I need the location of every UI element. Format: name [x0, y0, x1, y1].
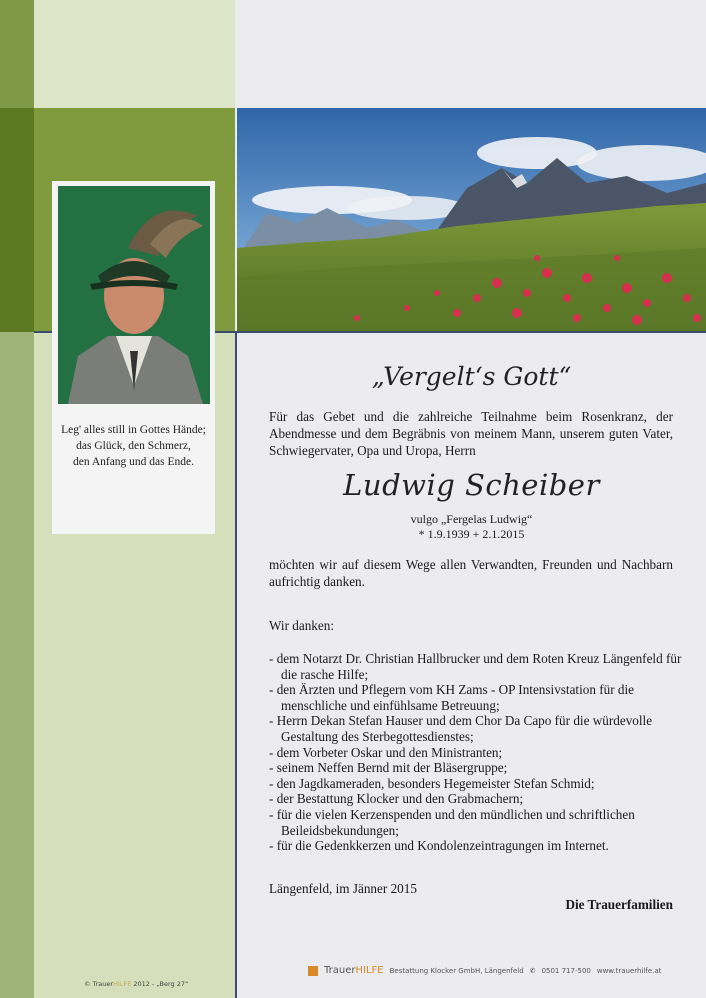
vulgo-name: vulgo „Fergelas Ludwig“: [410, 512, 533, 526]
list-item: - dem Vorbeter Oskar und den Ministranten;: [269, 745, 689, 761]
place-date: Längenfeld, im Jänner 2015: [269, 881, 417, 896]
footer-brand: [324, 965, 384, 976]
thanks-list: [269, 651, 689, 854]
footer-web[interactable]: www.trauerhilfe.at: [596, 966, 662, 975]
footer-bar: [308, 965, 661, 976]
sidebar-stripe-top: [0, 0, 34, 108]
portrait-photo: [58, 186, 210, 404]
list-item: - den Jagdkameraden, besonders Hegemeister Stefan Schmid;: [269, 776, 689, 792]
list-item: - Herrn Dekan Stefan Hauser und dem Chor Da Capo für die würdevolle Gestaltung des Sterbegottesdienstes;: [269, 713, 689, 744]
list-item: - den Ärzten und Pflegern vom KH Zams - OP Intensivstation für die menschliche und einfühlsame Betreuung;: [269, 682, 689, 713]
sidebar-panel-top: [34, 0, 235, 108]
footer-company: Bestattung Klocker GmbH, Längenfeld: [389, 966, 524, 975]
quote-line: den Anfang und das Ende.: [72, 456, 195, 468]
list-item: - der Bestattung Klocker und den Grabmachern;: [269, 791, 689, 807]
footer-brand-a: Trauer: [324, 965, 356, 976]
copyright-suffix: 2012 - „Berg 27“: [131, 980, 189, 988]
signature: Die Trauerfamilien: [565, 897, 673, 912]
copyright-brand: HILFE: [113, 980, 132, 988]
footer-phone: 0501 717-500: [541, 966, 591, 975]
quote-line: das Glück, den Schmerz,: [76, 440, 191, 452]
thanks-heading: Wir danken:: [269, 618, 335, 633]
quote-line: Leg' alles still in Gottes Hände;: [61, 424, 206, 436]
footer-brand-b: HILFE: [355, 965, 384, 976]
memorial-quote: [52, 422, 215, 470]
list-item: - für die Gedenkkerzen und Kondolenzeintragungen im Internet.: [269, 838, 689, 854]
thanks-paragraph: möchten wir auf diesem Wege allen Verwandten, Freunden und Nachbarn aufrichtig danken.: [269, 557, 673, 589]
trauerhilfe-logo-icon: [308, 966, 318, 976]
phone-icon: ✆: [529, 966, 536, 975]
copyright-note: [84, 980, 188, 988]
deceased-name: Ludwig Scheiber: [343, 468, 600, 502]
list-item: - für die vielen Kerzenspenden und den mündlichen und schriftlichen Beileidsbekundungen;: [269, 807, 689, 838]
copyright-prefix: © Trauer: [84, 980, 114, 988]
life-dates: * 1.9.1939 + 2.1.2015: [418, 527, 525, 541]
sidebar-stripe-mid: [0, 332, 34, 998]
list-item: - dem Notarzt Dr. Christian Hallbrucker und dem Roten Kreuz Längenfeld für die rasche Hilfe;: [269, 651, 689, 682]
deceased-details: [237, 512, 706, 542]
vertical-divider: [235, 331, 237, 998]
sidebar-stripe-dark: [0, 108, 34, 332]
mountain-landscape-photo: [237, 108, 706, 331]
intro-paragraph: Für das Gebet und die zahlreiche Teilnahme beim Rosenkranz, der Abendmesse und dem Begräbnis von meinem Mann, unserem guten Vater, Schwiegervater, Opa und Uropa, Herrn: [269, 409, 673, 458]
list-item: - seinem Neffen Bernd mit der Bläsergruppe;: [269, 760, 689, 776]
page-title: „Vergelt‘s Gott“: [371, 362, 572, 391]
